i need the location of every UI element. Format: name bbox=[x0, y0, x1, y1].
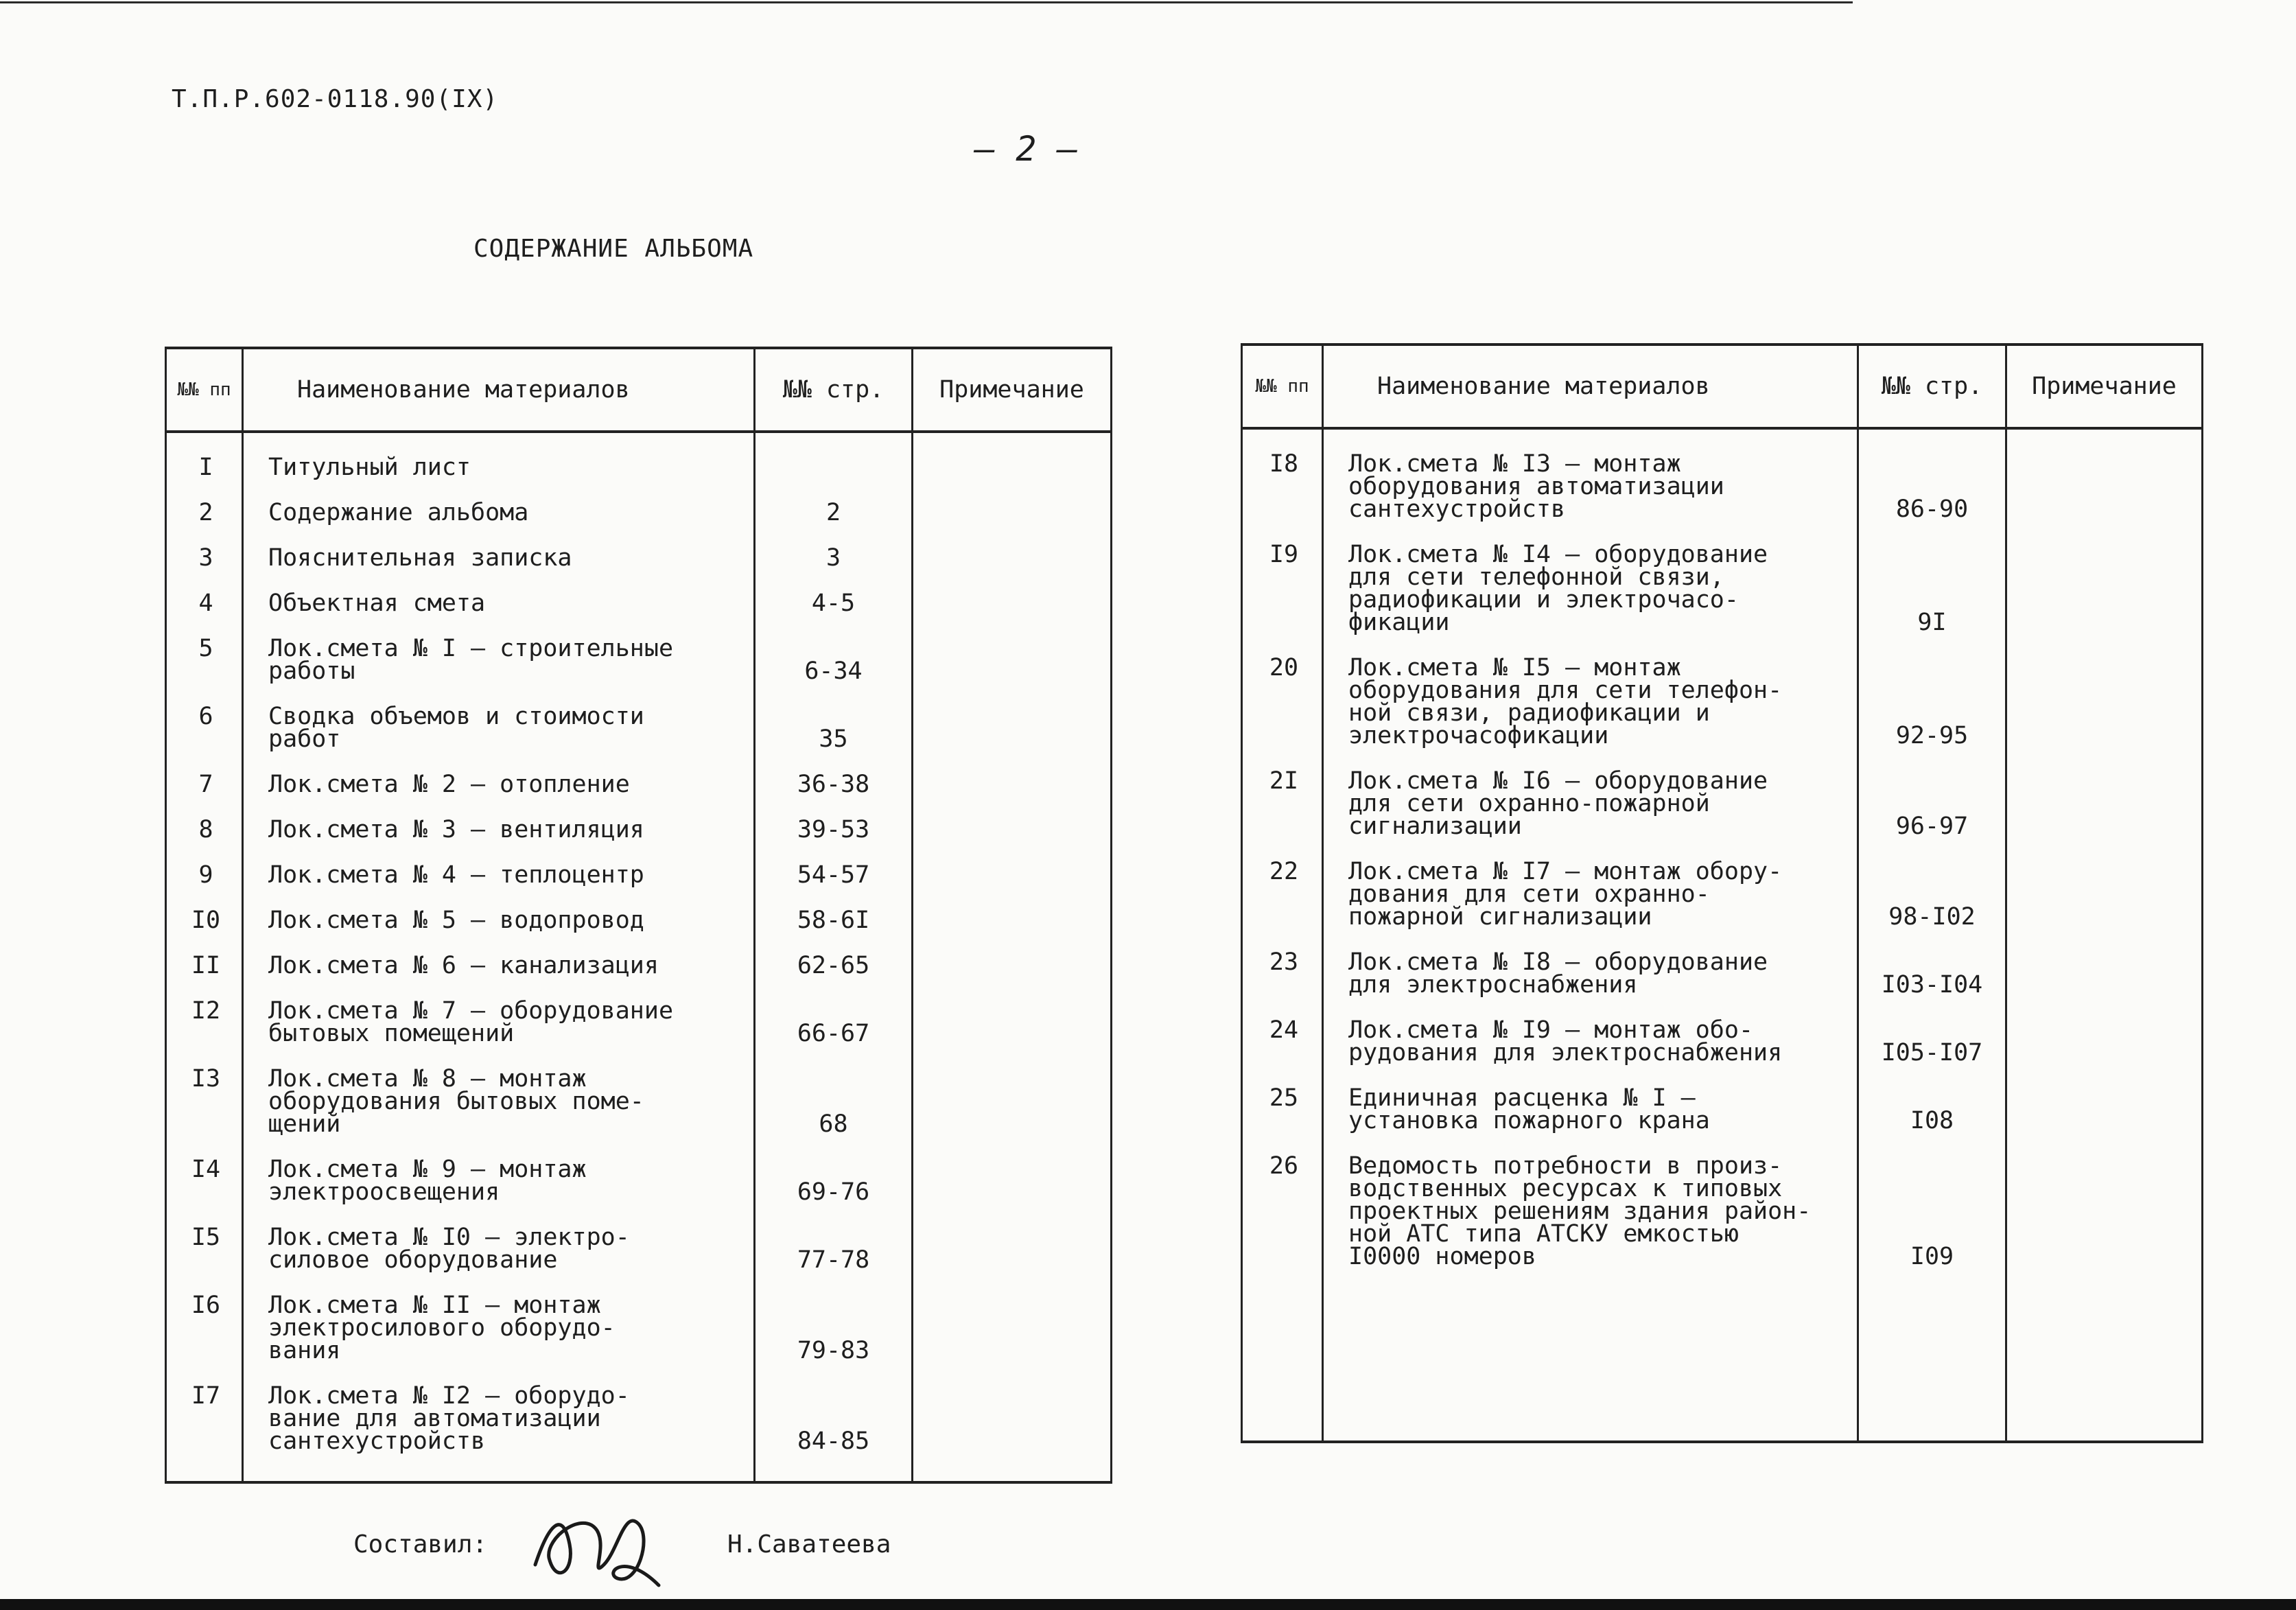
row-name-text: Лок.смета № I7 – монтаж обору- дования для сети охранно- пожарной сигнализации bbox=[1348, 858, 1783, 931]
row-number: 24 bbox=[1242, 1019, 1323, 1087]
filler-cell bbox=[1323, 1291, 1858, 1442]
row-note bbox=[2006, 657, 2203, 770]
row-number: 23 bbox=[1242, 951, 1323, 1019]
album-title: СОДЕРЖАНИЕ АЛЬБОМА bbox=[473, 235, 754, 263]
row-name bbox=[243, 1065, 755, 1158]
table-row bbox=[1242, 861, 2203, 951]
row-name bbox=[243, 861, 755, 909]
row-pages: 39-53 bbox=[755, 819, 913, 864]
table-row bbox=[166, 547, 1112, 592]
table-row bbox=[1242, 1155, 2203, 1291]
row-number: I2 bbox=[166, 1000, 243, 1068]
table-row bbox=[166, 592, 1112, 638]
row-note bbox=[913, 502, 1112, 547]
row-name-text: Титульный лист bbox=[268, 454, 471, 481]
row-note bbox=[913, 1294, 1112, 1385]
row-number: I7 bbox=[166, 1385, 243, 1475]
row-pages: I05-I07 bbox=[1858, 1019, 2006, 1087]
table-row bbox=[166, 864, 1112, 909]
table-row bbox=[166, 909, 1112, 955]
table-row bbox=[166, 502, 1112, 547]
row-name bbox=[1323, 948, 1858, 1019]
table-row bbox=[166, 1068, 1112, 1158]
row-number: I9 bbox=[1242, 544, 1323, 657]
row-name-text: Лок.смета № I4 – оборудование для сети телефонной связи, радиофикации и электрочасо- фикации bbox=[1348, 541, 1768, 636]
row-pages: 2 bbox=[755, 502, 913, 547]
header-num: №№ пп bbox=[1242, 345, 1323, 428]
header-num: №№ пп bbox=[166, 348, 243, 432]
filler-cell bbox=[2006, 1291, 2203, 1442]
bottom-edge-band bbox=[0, 1599, 2296, 1610]
row-name-text: Единичная расценка № I – установка пожарного крана bbox=[1348, 1084, 1710, 1134]
row-name-text: Лок.смета № 9 – монтаж электроосвещения bbox=[268, 1156, 587, 1206]
filler-cell bbox=[913, 1475, 1112, 1482]
signature-icon bbox=[522, 1482, 672, 1599]
top-edge-line bbox=[0, 1, 1853, 3]
row-name bbox=[1323, 450, 1858, 544]
row-pages: 77-78 bbox=[755, 1226, 913, 1294]
row-note bbox=[913, 1385, 1112, 1475]
row-name bbox=[243, 1226, 755, 1294]
row-note bbox=[913, 705, 1112, 773]
row-pages: 79-83 bbox=[755, 1294, 913, 1385]
row-name bbox=[243, 1158, 755, 1226]
row-name-text: Лок.смета № 4 – теплоцентр bbox=[268, 861, 644, 889]
row-note bbox=[913, 1000, 1112, 1068]
table-row bbox=[1242, 770, 2203, 861]
row-note bbox=[913, 638, 1112, 705]
row-name bbox=[243, 456, 755, 502]
row-name bbox=[243, 816, 755, 864]
row-name-text: Объектная смета bbox=[268, 590, 486, 617]
row-note bbox=[2006, 453, 2203, 544]
row-name-text: Лок.смета № I0 – электро- силовое оборудование bbox=[268, 1224, 630, 1274]
row-name bbox=[243, 544, 755, 592]
row-name-text: Лок.смета № I8 – оборудование для электроснабжения bbox=[1348, 948, 1768, 999]
row-pages: 4-5 bbox=[755, 592, 913, 638]
row-note bbox=[2006, 1019, 2203, 1087]
row-number: 3 bbox=[166, 547, 243, 592]
row-note bbox=[2006, 951, 2203, 1019]
row-name-text: Ведомость потребности в произ- водственных ресурсах к типовых проектных решениям здания район- ной АТС типа АТСКУ емкостью I0000 номеров bbox=[1348, 1152, 1812, 1270]
row-number: 22 bbox=[1242, 861, 1323, 951]
row-pages: 86-90 bbox=[1858, 453, 2006, 544]
row-number: I3 bbox=[166, 1068, 243, 1158]
table-row bbox=[166, 1000, 1112, 1068]
row-pages: 58-6I bbox=[755, 909, 913, 955]
spacer-cell bbox=[1858, 428, 2006, 453]
header-page: №№ стр. bbox=[1858, 345, 2006, 428]
row-note bbox=[913, 955, 1112, 1000]
row-pages: 92-95 bbox=[1858, 657, 2006, 770]
table-row bbox=[1242, 657, 2203, 770]
row-pages: 6-34 bbox=[755, 638, 913, 705]
table-row bbox=[166, 955, 1112, 1000]
row-note bbox=[2006, 861, 2203, 951]
row-note bbox=[913, 909, 1112, 955]
row-name-text: Лок.смета № I – строительные работы bbox=[268, 635, 674, 685]
row-name-text: Лок.смета № I3 – монтаж оборудования автоматизации сантехустройств bbox=[1348, 450, 1724, 523]
row-name bbox=[1323, 541, 1858, 657]
row-pages: 68 bbox=[755, 1068, 913, 1158]
row-note bbox=[2006, 544, 2203, 657]
row-note bbox=[2006, 1155, 2203, 1291]
row-number: I bbox=[166, 456, 243, 502]
header-note: Примечание bbox=[913, 348, 1112, 432]
row-number: 25 bbox=[1242, 1087, 1323, 1155]
row-name bbox=[243, 705, 755, 773]
table-row bbox=[166, 1158, 1112, 1226]
row-name-text: Лок.смета № 5 – водопровод bbox=[268, 907, 644, 934]
row-pages: 9I bbox=[1858, 544, 2006, 657]
page-number: – 2 – bbox=[974, 129, 1078, 169]
row-number: I6 bbox=[166, 1294, 243, 1385]
compiled-by-label: Составил: bbox=[353, 1530, 488, 1559]
row-note bbox=[2006, 770, 2203, 861]
table-row bbox=[166, 773, 1112, 819]
table-row bbox=[1242, 1019, 2203, 1087]
row-number: 26 bbox=[1242, 1155, 1323, 1291]
filler-row bbox=[1242, 1291, 2203, 1442]
row-note bbox=[913, 547, 1112, 592]
document-code: Т.П.Р.602-0118.90(IX) bbox=[172, 85, 499, 113]
row-name bbox=[243, 773, 755, 819]
spacer-cell bbox=[913, 432, 1112, 456]
table-header-row bbox=[166, 348, 1112, 432]
header-page: №№ стр. bbox=[755, 348, 913, 432]
row-pages: I08 bbox=[1858, 1087, 2006, 1155]
row-name bbox=[243, 909, 755, 955]
spacer-cell bbox=[166, 432, 243, 456]
row-number: 5 bbox=[166, 638, 243, 705]
row-name bbox=[243, 952, 755, 1000]
row-pages: 62-65 bbox=[755, 955, 913, 1000]
table-row bbox=[1242, 544, 2203, 657]
row-name bbox=[1323, 654, 1858, 770]
row-name-text: Лок.смета № 2 – отопление bbox=[268, 771, 630, 798]
spacer-cell bbox=[1323, 428, 1858, 453]
table-row bbox=[166, 819, 1112, 864]
row-pages: I03-I04 bbox=[1858, 951, 2006, 1019]
row-number: I8 bbox=[1242, 453, 1323, 544]
row-name-text: Содержание альбома bbox=[268, 499, 529, 526]
row-pages: 54-57 bbox=[755, 864, 913, 909]
row-name-text: Сводка объемов и стоимости работ bbox=[268, 703, 644, 753]
spacer-cell bbox=[2006, 428, 2203, 453]
toc-table-left bbox=[165, 347, 1112, 1484]
row-name-text: Лок.смета № 7 – оборудование бытовых помещений bbox=[268, 997, 674, 1047]
row-pages: 69-76 bbox=[755, 1158, 913, 1226]
row-name-text: Лок.смета № 6 – канализация bbox=[268, 952, 659, 979]
header-name: Наименование материалов bbox=[243, 348, 755, 432]
table-header-row bbox=[1242, 345, 2203, 428]
row-number: I5 bbox=[166, 1226, 243, 1294]
row-name-text: Пояснительная записка bbox=[268, 544, 572, 572]
row-name bbox=[243, 1294, 755, 1385]
toc-left-body bbox=[166, 432, 1112, 1482]
row-note bbox=[913, 1226, 1112, 1294]
spacer-row bbox=[1242, 428, 2203, 453]
row-note bbox=[913, 773, 1112, 819]
row-number: 4 bbox=[166, 592, 243, 638]
table-row bbox=[166, 638, 1112, 705]
row-pages: 35 bbox=[755, 705, 913, 773]
table-row bbox=[166, 705, 1112, 773]
row-pages: 36-38 bbox=[755, 773, 913, 819]
row-number: 6 bbox=[166, 705, 243, 773]
filler-cell bbox=[243, 1475, 755, 1482]
row-pages: 84-85 bbox=[755, 1385, 913, 1475]
row-name-text: Лок.смета № I9 – монтаж обо- рудования для электроснабжения bbox=[1348, 1016, 1783, 1066]
row-note bbox=[913, 592, 1112, 638]
header-note: Примечание bbox=[2006, 345, 2203, 428]
row-note bbox=[913, 456, 1112, 502]
spacer-cell bbox=[755, 432, 913, 456]
row-name bbox=[1323, 1016, 1858, 1087]
row-name bbox=[243, 592, 755, 638]
table-row bbox=[166, 1294, 1112, 1385]
filler-cell bbox=[755, 1475, 913, 1482]
row-number: I0 bbox=[166, 909, 243, 955]
row-name-text: Лок.смета № II – монтаж электросилового оборудо- вания bbox=[268, 1292, 616, 1364]
row-name-text: Лок.смета № I5 – монтаж оборудования для сети телефон- ной связи, радиофикации и электрочасофикации bbox=[1348, 654, 1783, 749]
row-name-text: Лок.смета № I2 – оборудо- вание для автоматизации сантехустройств bbox=[268, 1382, 630, 1455]
row-name-text: Лок.смета № 3 – вентиляция bbox=[268, 816, 644, 843]
row-note bbox=[913, 864, 1112, 909]
row-number: 7 bbox=[166, 773, 243, 819]
filler-cell bbox=[1242, 1291, 1323, 1442]
row-name bbox=[243, 997, 755, 1068]
filler-cell bbox=[1858, 1291, 2006, 1442]
table-row bbox=[166, 456, 1112, 502]
toc-table-right bbox=[1241, 343, 2203, 1443]
table-row bbox=[1242, 951, 2203, 1019]
row-number: 2 bbox=[166, 502, 243, 547]
spacer-cell bbox=[1242, 428, 1323, 453]
row-name-text: Лок.смета № I6 – оборудование для сети охранно-пожарной сигнализации bbox=[1348, 767, 1768, 840]
row-name bbox=[1323, 858, 1858, 951]
row-name bbox=[243, 499, 755, 547]
table-row bbox=[1242, 453, 2203, 544]
row-pages: 98-I02 bbox=[1858, 861, 2006, 951]
toc-right-body bbox=[1242, 428, 2203, 1442]
row-note bbox=[913, 819, 1112, 864]
row-name bbox=[243, 1382, 755, 1475]
table-row bbox=[166, 1226, 1112, 1294]
compiled-by-name: Н.Саватеева bbox=[727, 1530, 891, 1559]
filler-cell bbox=[166, 1475, 243, 1482]
row-number: 9 bbox=[166, 864, 243, 909]
row-pages: 96-97 bbox=[1858, 770, 2006, 861]
row-name bbox=[1323, 767, 1858, 861]
row-number: I4 bbox=[166, 1158, 243, 1226]
row-pages bbox=[755, 456, 913, 502]
row-number: 8 bbox=[166, 819, 243, 864]
row-number: 20 bbox=[1242, 657, 1323, 770]
row-note bbox=[2006, 1087, 2203, 1155]
row-note bbox=[913, 1068, 1112, 1158]
filler-row bbox=[166, 1475, 1112, 1482]
row-note bbox=[913, 1158, 1112, 1226]
row-name bbox=[243, 635, 755, 705]
row-name bbox=[1323, 1084, 1858, 1155]
row-pages: I09 bbox=[1858, 1155, 2006, 1291]
row-number: 2I bbox=[1242, 770, 1323, 861]
row-name bbox=[1323, 1152, 1858, 1291]
spacer-cell bbox=[243, 432, 755, 456]
row-name-text: Лок.смета № 8 – монтаж оборудования бытовых поме- щений bbox=[268, 1065, 644, 1138]
spacer-row bbox=[166, 432, 1112, 456]
row-pages: 66-67 bbox=[755, 1000, 913, 1068]
header-name: Наименование материалов bbox=[1323, 345, 1858, 428]
table-row bbox=[1242, 1087, 2203, 1155]
row-pages: 3 bbox=[755, 547, 913, 592]
row-number: II bbox=[166, 955, 243, 1000]
table-row bbox=[166, 1385, 1112, 1475]
